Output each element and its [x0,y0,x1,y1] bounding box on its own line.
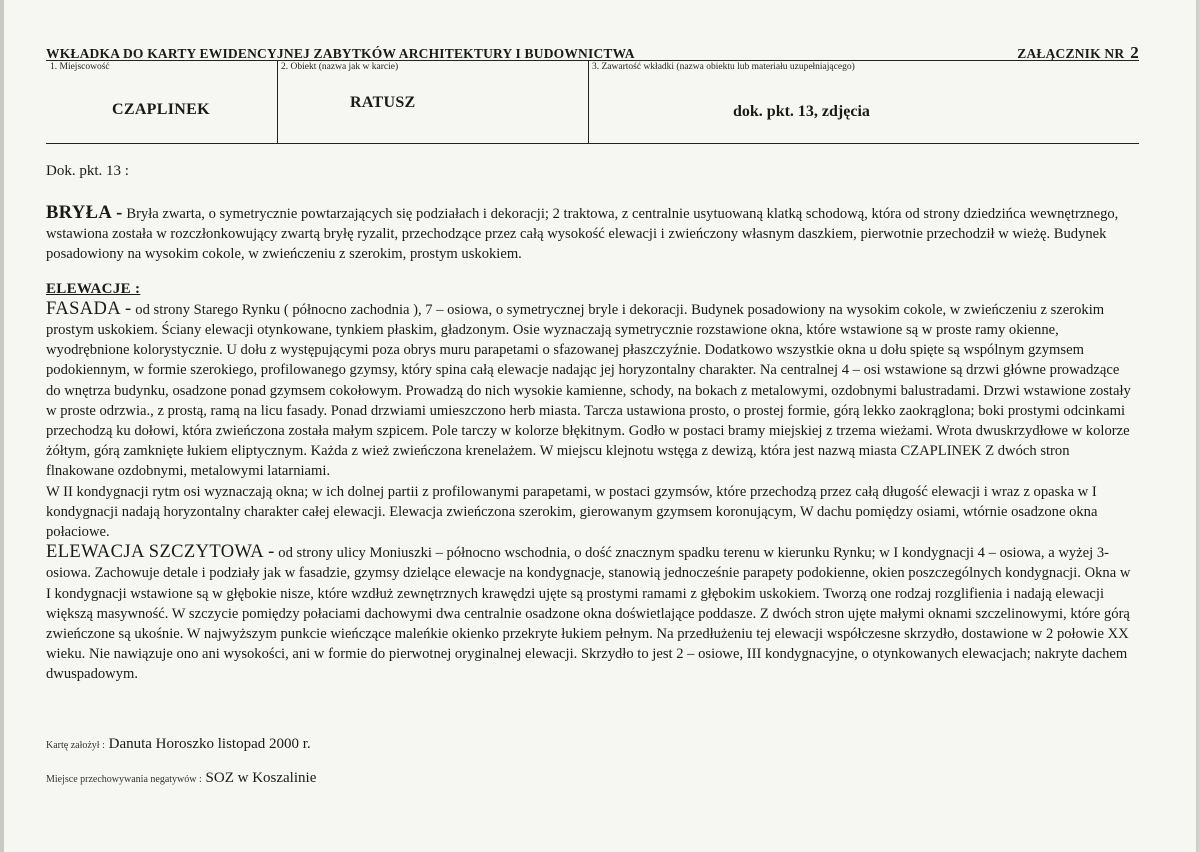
scan-edge-left [0,0,4,852]
cell-divider-1 [277,60,278,143]
section-bryla [46,203,1131,265]
storage-line [46,770,316,787]
header-top-rule [46,60,1139,61]
elewacje-heading: ELEWACJE : [46,280,141,297]
bryla-text: Bryła zwarta, o symetrycznie powtarzających się podziałach i dekoracji; 2 traktowa, z centralnie usytuowaną klatką schodową, która od strony dziedzińca wewnętrznego, wstawiona została w rozczłonkowujący zwartą bryłę ryzalit, przechodzące przez całą wysokość elewacji i zwieńczony własnym daszkiem, pierwotnie przechodził w wieżę. Budynek posadowiony na wysokim cokole, w zwieńczeniu z szerokim, prostym uskokiem. [46,206,1119,263]
header-bottom-rule [46,143,1139,144]
description-body [46,203,1131,685]
author-label: Kartę założył : [46,740,105,751]
storage-value: SOZ w Koszalinie [205,770,317,786]
cell-value-content: dok. pkt. 13, zdjęcia [733,103,870,120]
storage-label: Miejsce przechowywania negatywów : [46,774,202,785]
attachment-text: ZAŁĄCZNIK NR [1017,46,1125,61]
bryla-heading: BRYŁA - [46,203,123,223]
form-title: WKŁADKA DO KARTY EWIDENCYJNEJ ZABYTKÓW ARCHITEKTURY I BUDOWNICTWA [46,46,635,61]
section-fasada-cont [46,482,1131,543]
author-value: Danuta Horoszko listopad 2000 r. [108,736,311,752]
fasada-text: od strony Starego Rynku ( północno zachodnia ), 7 – osiowa, o symetrycznej bryle i dekoracji. Budynek posadowiony na wysokim cokole, w zwieńczeniu z szerokim prostym uskokiem. Ściany elewacji otynkowane, tynkiem płaskim, gładzonym. Osie wyznaczają symetrycznie rozstawione okna, które wstawione są w proste ramy okienne, wyodrębnione kolorystycznie. U dołu z występującymi poza obrys muru parapetami o sfazowanej płaszczyźnie. Dodatkowo wszystkie okna u dołu spięte są wspólnym gzymsem podokiennym, w formie szerokiego, profilowanego gzymsy, który spina całą elewacje nadając jej horyzontalny charakter. Na centralnej 4 – osi wstawione są drzwi główne prowadzące do wnętrza budynku, osadzone ponad gzymsem cokołowym. Prowadzą do nich wysokie kamienne, schody, na bokach z metalowymi, ozdobnymi balustradami. Drzwi wstawione zostały w proste odrzwia., z prostą, ramą na licu fasady. Ponad drzwiami umieszczono herb miasta. Tarcza ustawiona prosto, o prostej formie, górą lekko zaokrąglona; boki prostymi odcinkami przechodzą ku dołowi, która zwieńczona została małym szpicem. Pole tarczy w kolorze błękitnym. Godło w postaci bramy miejskiej z trzema wieżami. Wrota dwuskrzydłowe w kolorze żółtym, górą zamknięte łukiem eliptycznym. Każda z wież zwieńczona krenelażem. W miejscu klejnotu wstęga z dewizą, która jest nazwą miasta CZAPLINEK Z dwóch stron flnakowane ozdobnymi, metalowymi latarniami. [46,301,1131,480]
cell-label-locality: 1. Miejscowość [50,62,110,72]
fasada-text-2: W II kondygnacji rytm osi wyznaczają okna; w ich dolnej partii z profilowanymi parapetami, w postaci gzymsów, które przechodzą przez całą długość elewacji i wraz z opaska w I kondygnacji nadają horyzontalny charakter całej elewacji. Elewacja zwieńczona szerokim, gierowanym gzymsem koronującym, W dachu pomiędzy osiami, wtórnie osadzone okna połaciowe. [46,483,1098,541]
section-fasada [46,299,1131,482]
cell-label-object: 2. Obiekt (nazwa jak w karcie) [281,62,399,72]
cell-value-locality: CZAPLINEK [112,101,210,118]
fasada-heading: FASADA - [46,298,132,319]
cell-divider-2 [588,60,589,143]
document-reference: Dok. pkt. 13 : [46,163,129,179]
section-szczyt [46,542,1131,684]
attachment-number: 2 [1130,43,1139,62]
cell-label-content: 3. Zawartość wkładki (nazwa obiektu lub materiału uzupełniającego) [592,62,855,72]
szczyt-heading: ELEWACJA SZCZYTOWA - [46,542,275,563]
author-line [46,736,311,753]
cell-value-object: RATUSZ [350,94,416,111]
szczyt-text: od strony ulicy Moniuszki – północno wschodnia, o dość znacznym spadku terenu w kierunku Rynku; w I kondygnacji 4 – osiowa, a wyżej 3-osiowa. Zachowuje detale i podziały jak w fasadzie, gzymsy dzielące elewacje na kondygnacje, stanowią jednocześnie parapety podokienne, okien poszczególnych kondygnacji. Okna w I kondygnacji wstawione są w głębokie nisze, które wzdłuż zewnętrznych krawędzi ujęte są prostymi ramami z głębokim uskokiem. Tworzą one rodzaj rozglifienia i nadają elewacji większą masywność. W szczycie pomiędzy połaciami dachowymi dwa centralnie osadzone okna doświetlające poddasze. Z dwóch stron ujęte małymi oknami szczelinowymi, które górą zwieńczone są ukośnie. W najwyższym punkcie wieńczące maleńkie okienko przekryte łukiem pełnym. Na przedłużeniu tej elewacji współczesne skrzydło, dostawione w 2 połowie XX wieku. Nie nawiązuje ono ani wysokości, ani w formie do pierwotnej oryginalnej elewacji. Skrzydło to jest 2 – osiowe, III kondygnacyjne, o otynkowanych elewacjach; nakryte dachem dwuspadowym. [46,545,1131,683]
